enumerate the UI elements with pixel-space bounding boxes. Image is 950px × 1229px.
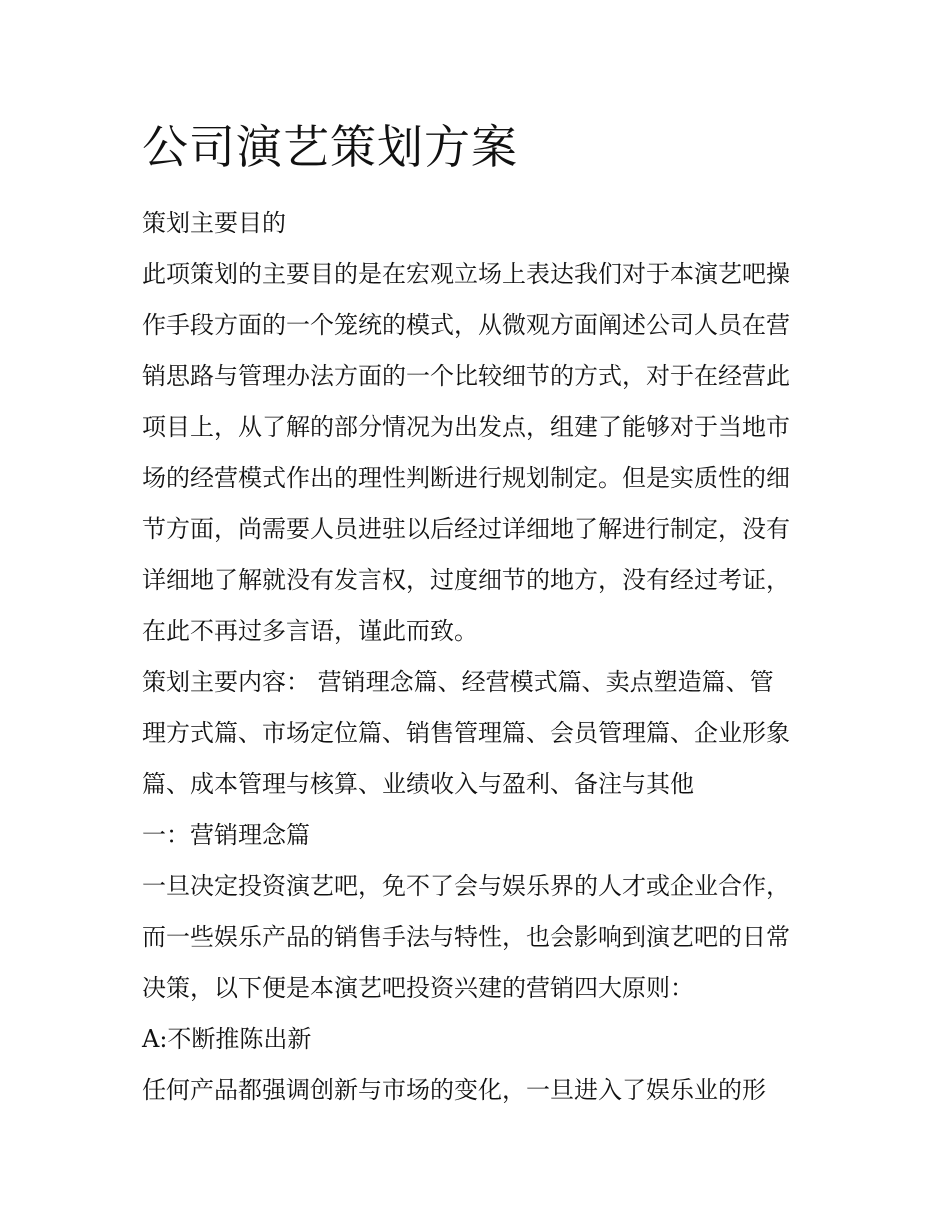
text-line: 此项策划的主要目的是在宏观立场上表达我们对于本演艺吧操 bbox=[142, 260, 790, 288]
text-line: 场的经营模式作出的理性判断进行规划制定。但是实质性的细 bbox=[142, 464, 790, 492]
section-heading-purpose: 策划主要目的 bbox=[142, 209, 286, 237]
text-line: 策划主要内容： 营销理念篇、经营模式篇、卖点塑造篇、管 bbox=[142, 668, 774, 696]
text-line: 理方式篇、市场定位篇、销售管理篇、会员管理篇、企业形象 bbox=[142, 719, 790, 747]
text-line: 销思路与管理办法方面的一个比较细节的方式，对于在经营此 bbox=[142, 362, 790, 390]
text-line: 篇、成本管理与核算、业绩收入与盈利、备注与其他 bbox=[142, 770, 694, 798]
text-line: 节方面，尚需要人员进驻以后经过详细地了解进行制定，没有 bbox=[142, 515, 790, 543]
section-heading-marketing: 一：营销理念篇 bbox=[142, 821, 310, 849]
text-line: 决策，以下便是本演艺吧投资兴建的营销四大原则： bbox=[142, 974, 694, 1002]
text-line: 一旦决定投资演艺吧，免不了会与娱乐界的人才或企业合作， bbox=[142, 872, 790, 900]
document-body bbox=[142, 112, 812, 1116]
subheading-a: A:不断推陈出新 bbox=[142, 1025, 312, 1053]
text-line: 详细地了解就没有发言权，过度细节的地方，没有经过考证， bbox=[142, 566, 790, 594]
document-title: 公司演艺策划方案 bbox=[142, 120, 518, 174]
text-line: 项目上，从了解的部分情况为出发点，组建了能够对于当地市 bbox=[142, 413, 790, 441]
text-line: 任何产品都强调创新与市场的变化，一旦进入了娱乐业的形 bbox=[142, 1076, 766, 1104]
text-line: 作手段方面的一个笼统的模式，从微观方面阐述公司人员在营 bbox=[142, 311, 790, 339]
text-line: 在此不再过多言语，谨此而致。 bbox=[142, 617, 478, 645]
text-line: 而一些娱乐产品的销售手法与特性，也会影响到演艺吧的日常 bbox=[142, 923, 790, 951]
